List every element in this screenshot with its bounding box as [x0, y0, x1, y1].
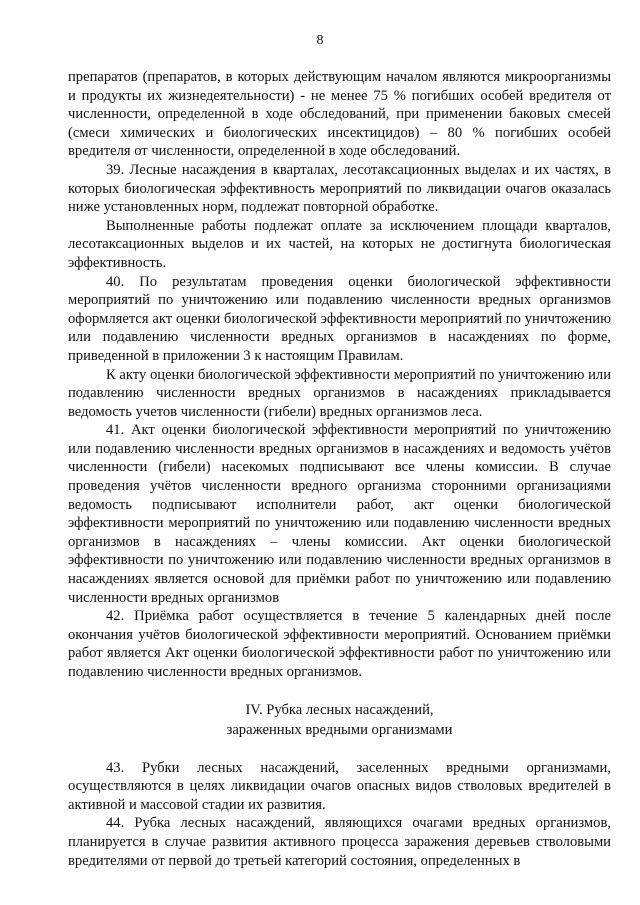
body-paragraph: 43. Рубки лесных насаждений, заселенных вредными организмами, осуществляются в целях ликвидации очагов опасных видов стволовых вредителей в активной и массовой стадии их развития.: [68, 759, 611, 813]
paragraphs-after-heading: [68, 759, 611, 871]
section-heading-line-2: зараженных вредными организмами: [226, 721, 453, 738]
body-paragraph: 44. Рубка лесных насаждений, являющихся очагами вредных организмов, планируется в случае развития активного процесса заражения деревьев стволовыми вредителями от первой до третьей категорий состояния, определенных в: [68, 815, 611, 869]
body-paragraph: Выполненные работы подлежат оплате за исключением площади кварталов, лесотаксационных выделов и их частей, на которых не достигнута биологическая эффективность.: [68, 217, 611, 271]
body-paragraph: 39. Лесные насаждения в кварталах, лесотаксационных выделах и их частях, в которых биологическая эффективность мероприятий по ликвидации очагов оказалась ниже установленных норм, подлежат повторной обработке.: [68, 161, 611, 216]
section-heading: [68, 700, 611, 740]
body-paragraph: препаратов (препаратов, в которых действующим началом являются микроорганизмы и продукты их жизнедеятельности) - не менее 75 % погибших особей вредителя от численности, определенной в ходе обследований, при применении баковых смесей (смеси химических и биологических инсектицидов) – 80 % погибших особей вредителя от численности, определенной в ходе обследований.: [68, 69, 611, 160]
body-paragraph: 42. Приёмка работ осуществляется в течение 5 календарных дней после окончания учётов биологической эффективности мероприятий. Основанием приёмки работ является Акт оценки биологической эффективности работ по уничтожению или подавлению численности вредных организмов.: [68, 608, 611, 680]
document-body: [68, 68, 611, 870]
body-paragraph: 40. По результатам проведения оценки биологической эффективности мероприятий по уничтожению или подавлению численности вредных организмов оформляется акт оценки биологической эффективности мероприятий по уничтожению или подавлению численности вредных организмов в насаждениях по форме, приведенной в приложении 3 к настоящим Правилам.: [68, 273, 611, 364]
page-number: 8: [316, 33, 324, 48]
section-heading-line-1: IV. Рубка лесных насаждений,: [245, 701, 434, 718]
body-paragraph: 41. Акт оценки биологической эффективности мероприятий по уничтожению или подавлению численности вредных организмов в насаждениях и ведомость учётов численности (гибели) насекомых подписывают все члены комиссии. В случае проведения учётов численности вредного организма сторонними организациями ведомость подписывают исполнители работ, акт оценки биологической эффективности мероприятий по уничтожению или подавлению численности вредных организмов в насаждениях – члены комиссии. Акт оценки биологической эффективности по уничтожению или подавлению численности вредных организмов в насаждениях является основой для приёмки работ по уничтожению или подавлению численности вредных организмов: [68, 422, 611, 606]
paragraphs-before-heading: [68, 68, 611, 682]
body-paragraph: К акту оценки биологической эффективности мероприятий по уничтожению или подавлению численности вредных организмов в насаждениях прикладывается ведомость учетов численности (гибели) вредных организмов леса.: [68, 366, 611, 420]
